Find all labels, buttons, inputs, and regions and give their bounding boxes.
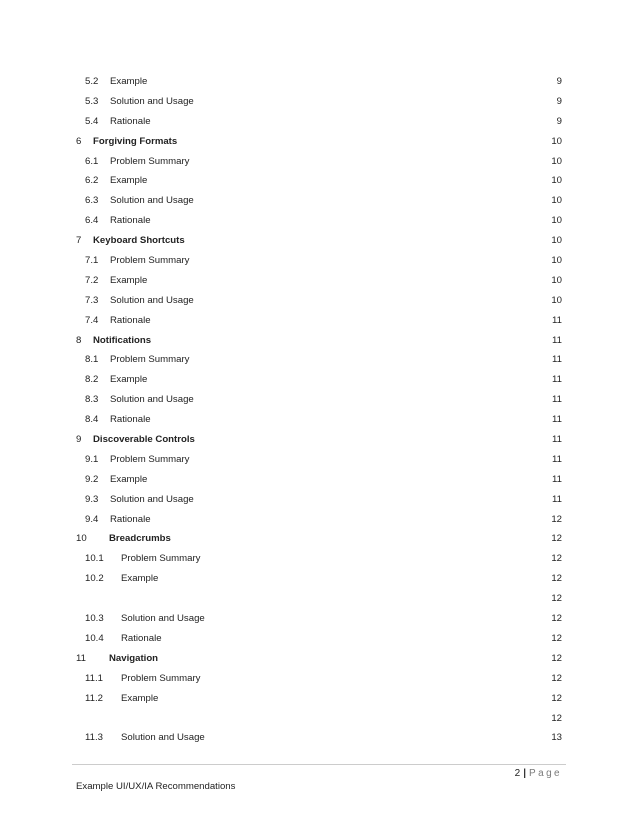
toc-entry-title: Problem Summary (110, 155, 190, 167)
toc-entry-number: 5.2 (85, 76, 99, 87)
toc-entry-number: 11.1 (85, 672, 103, 684)
toc-entry-page: 10 (551, 274, 562, 286)
toc-entry-number: 7.1 (85, 255, 99, 267)
toc-entry-title: Notifications (93, 334, 152, 346)
toc-entry-page: 11 (552, 453, 562, 465)
toc-entry-title: Example (121, 692, 159, 704)
toc-entry-page: 10 (551, 255, 562, 267)
toc-entry-number: 6 (76, 135, 82, 147)
toc-entry-title: Example (110, 274, 148, 286)
toc-entry-title: Example (121, 573, 159, 585)
toc-entry-number: 11.2 (85, 692, 103, 704)
toc-subsection-entry[interactable] (0, 549, 638, 569)
toc-entry-page: 12 (551, 553, 562, 565)
toc-subsection-entry[interactable] (0, 350, 638, 370)
toc-entry-title: Problem Summary (110, 453, 190, 465)
toc-entry-number: 5.3 (85, 95, 99, 107)
toc-section-entry[interactable] (0, 231, 638, 251)
toc-subsection-entry[interactable] (0, 311, 638, 331)
toc-entry-title: Problem Summary (121, 672, 201, 684)
toc-entry-title: Rationale (110, 314, 151, 326)
toc-entry-number: 8.4 (85, 414, 99, 426)
toc-entry-title: Rationale (121, 632, 162, 644)
toc-entry-title: Solution and Usage (110, 95, 194, 107)
toc-entry-number: 10.4 (85, 632, 104, 644)
toc-entry-page: 12 (551, 652, 562, 664)
toc-entry-title: Problem Summary (121, 553, 201, 565)
toc-entry-title: Discoverable Controls (93, 434, 195, 446)
toc-entry-page: 11 (552, 334, 562, 346)
toc-section-entry[interactable] (0, 529, 638, 549)
toc-entry-title: Solution and Usage (110, 294, 194, 306)
toc-entry-title: Problem Summary (110, 354, 190, 366)
toc-entry-page: 11 (552, 434, 562, 446)
toc-entry-page: 12 (551, 533, 562, 545)
toc-entry-number: 7 (76, 235, 82, 247)
toc-entry-page: 11 (552, 374, 562, 386)
toc-entry-number: 10.1 (85, 553, 104, 565)
toc-entry-page: 11 (552, 354, 562, 366)
toc-entry-number: 5.4 (85, 115, 99, 127)
toc-entry-page: 11 (552, 314, 562, 326)
toc-entry-title: Breadcrumbs (109, 533, 171, 545)
toc-subsection-entry[interactable] (0, 629, 638, 649)
toc-entry-title: Solution and Usage (110, 394, 194, 406)
toc-entry-title: Keyboard Shortcuts (93, 235, 185, 247)
toc-entry-page: 11 (552, 414, 562, 426)
toc-subsection-entry[interactable] (0, 92, 638, 112)
toc-entry-number: 8 (76, 334, 82, 346)
toc-entry-page: 10 (551, 294, 562, 306)
toc-subsection-entry[interactable] (0, 251, 638, 271)
toc-entry-number: 11 (76, 652, 86, 664)
toc-entry-page: 10 (551, 135, 562, 147)
toc-entry-number: 11.3 (85, 732, 103, 744)
toc-entry-title: Rationale (110, 215, 151, 227)
toc-entry-title: Solution and Usage (110, 493, 194, 505)
toc-subsection-entry[interactable] (0, 510, 638, 530)
toc-subsection-entry[interactable] (0, 709, 638, 729)
toc-subsection-entry[interactable] (0, 271, 638, 291)
toc-entry-page: 12 (551, 672, 562, 684)
toc-entry-number: 8.2 (85, 374, 99, 386)
toc-entry-number: 10.3 (85, 613, 104, 625)
toc-entry-title: Forgiving Formats (93, 135, 178, 147)
toc-subsection-entry[interactable] (0, 589, 638, 609)
toc-subsection-entry[interactable] (0, 211, 638, 231)
toc-entry-title: Example (110, 374, 148, 386)
toc-subsection-entry[interactable] (0, 410, 638, 430)
toc-entry-title: Solution and Usage (121, 732, 205, 744)
toc-entry-page: 10 (551, 155, 562, 167)
toc-entry-number: 9.2 (85, 473, 99, 485)
toc-entry-page: 9 (556, 115, 562, 127)
toc-entry-page: 13 (551, 732, 562, 744)
toc-entry-number: 8.3 (85, 394, 99, 406)
toc-entry-number: 8.1 (85, 354, 99, 366)
toc-subsection-entry[interactable] (0, 569, 638, 589)
toc-subsection-entry[interactable] (0, 171, 638, 191)
toc-subsection-entry[interactable] (0, 490, 638, 510)
toc-subsection-entry[interactable] (0, 689, 638, 709)
toc-subsection-entry[interactable] (0, 152, 638, 172)
toc-entry-page: 12 (551, 712, 562, 724)
toc-entry-page: 11 (552, 394, 562, 406)
toc-entry-page: 11 (552, 493, 562, 505)
toc-entry-number: 7.2 (85, 274, 99, 286)
toc-entry-page: 10 (551, 235, 562, 247)
page-word: Page (529, 768, 562, 779)
toc-entry-page: 11 (552, 473, 562, 485)
toc-entry-title: Rationale (110, 115, 151, 127)
toc-entry-number: 9.1 (85, 453, 99, 465)
toc-entry-number: 9.4 (85, 513, 99, 525)
toc-entry-page: 12 (551, 593, 562, 605)
toc-entry-page: 10 (551, 215, 562, 227)
toc-subsection-entry[interactable] (0, 728, 638, 748)
toc-entry-title: Solution and Usage (121, 613, 205, 625)
toc-entry-page: 12 (551, 573, 562, 585)
footer-document-title: Example UI/UX/IA Recommendations (76, 781, 236, 792)
toc-entry-title: Navigation (109, 652, 159, 664)
toc-subsection-entry[interactable] (0, 112, 638, 132)
toc-entry-number: 6.3 (85, 195, 99, 207)
toc-entry-page: 9 (556, 76, 562, 87)
toc-section-entry[interactable] (0, 132, 638, 152)
toc-subsection-entry[interactable] (0, 450, 638, 470)
table-of-contents (0, 72, 638, 748)
toc-entry-number: 9 (76, 434, 82, 446)
toc-entry-page: 12 (551, 632, 562, 644)
footer-divider (72, 764, 566, 765)
toc-entry-title: Example (110, 473, 148, 485)
toc-entry-number: 10.2 (85, 573, 104, 585)
toc-entry-number: 6.1 (85, 155, 99, 167)
toc-subsection-entry[interactable] (0, 72, 638, 92)
toc-entry-title: Problem Summary (110, 255, 190, 267)
toc-entry-page: 12 (551, 613, 562, 625)
page-number-marker (515, 768, 562, 779)
toc-entry-number: 6.4 (85, 215, 99, 227)
toc-section-entry[interactable] (0, 430, 638, 450)
toc-entry-page: 10 (551, 175, 562, 187)
toc-entry-number: 6.2 (85, 175, 99, 187)
toc-entry-page: 12 (551, 692, 562, 704)
toc-entry-title: Solution and Usage (110, 195, 194, 207)
toc-entry-number: 9.3 (85, 493, 99, 505)
toc-subsection-entry[interactable] (0, 191, 638, 211)
toc-entry-title: Rationale (110, 513, 151, 525)
toc-entry-title: Rationale (110, 414, 151, 426)
toc-subsection-entry[interactable] (0, 291, 638, 311)
toc-entry-number: 10 (76, 533, 87, 545)
toc-entry-title: Example (110, 76, 148, 87)
toc-entry-number: 7.4 (85, 314, 99, 326)
toc-subsection-entry[interactable] (0, 470, 638, 490)
toc-entry-title: Example (110, 175, 148, 187)
toc-entry-page: 12 (551, 513, 562, 525)
toc-subsection-entry[interactable] (0, 370, 638, 390)
toc-section-entry[interactable] (0, 649, 638, 669)
toc-entry-page: 9 (556, 95, 562, 107)
page-number: 2 (514, 768, 521, 779)
toc-subsection-entry[interactable] (0, 609, 638, 629)
toc-subsection-entry[interactable] (0, 669, 638, 689)
toc-entry-page: 10 (551, 195, 562, 207)
toc-subsection-entry[interactable] (0, 390, 638, 410)
page-separator: | (523, 768, 527, 779)
toc-entry-number: 7.3 (85, 294, 99, 306)
toc-section-entry[interactable] (0, 331, 638, 351)
